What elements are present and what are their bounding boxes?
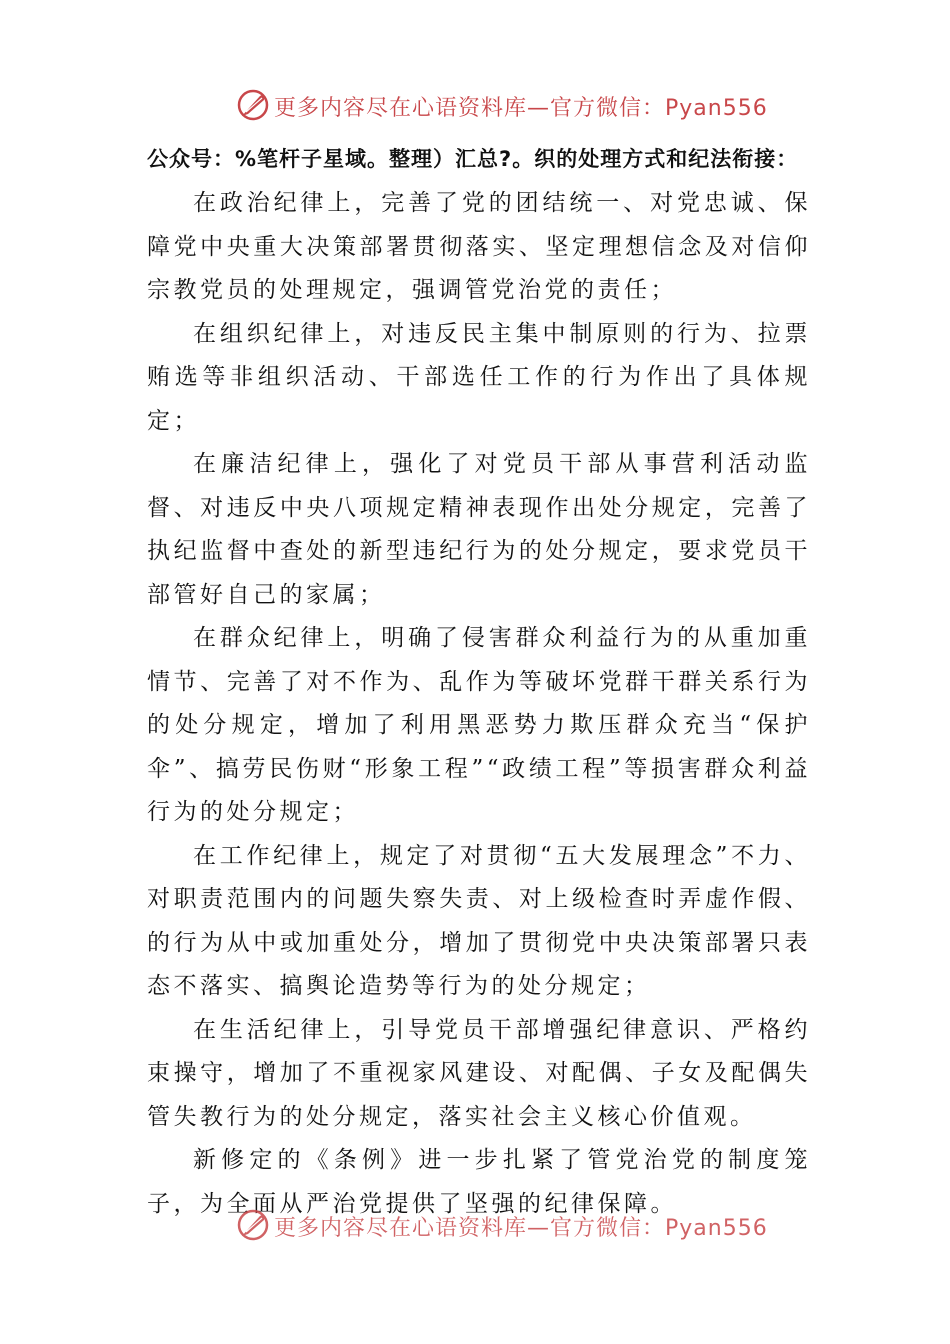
document-heading: 公众号：%笔杆子星域。整理）汇总?。织的处理方式和纪法衔接：	[147, 147, 799, 171]
paragraph-organizational-discipline: 在组织纪律上，对违反民主集中制原则的行为、拉票贿选等非组织活动、干部选任工作的行为作出了具体规定；	[147, 320, 811, 434]
paragraph-integrity-discipline: 在廉洁纪律上，强化了对党员干部从事营利活动监督、对违反中央八项规定精神表现作出处分规定，完善了执纪监督中查处的新型违纪行为的处分规定，要求党员干部管好自己的家属；	[147, 451, 811, 608]
watermark-text: 更多内容尽在心语资料库—官方微信：Pyan556	[274, 96, 768, 121]
paragraph-mass-discipline: 在群众纪律上，明确了侵害群众利益行为的从重加重情节、完善了对不作为、乱作为等破坏党群干群关系行为的处分规定，增加了利用黑恶势力欺压群众充当“保护伞”、搞劳民伤财“形象工程”“政绩工程”等损害群众利益行为的处分规定；	[147, 625, 811, 825]
paragraph-conclusion: 新修定的《条例》进一步扎紧了管党治党的制度笼子，为全面从严治党提供了坚强的纪律保障。	[147, 1147, 811, 1217]
paragraph-political-discipline: 在政治纪律上，完善了党的团结统一、对党忠诚、保障党中央重大决策部署贯彻落实、坚定理想信念及对信仰宗教党员的处理规定，强调管党治党的责任；	[147, 190, 811, 303]
footer-watermark	[0, 1206, 950, 1246]
quill-logo-icon	[236, 1208, 270, 1242]
watermark-text: 更多内容尽在心语资料库—官方微信：Pyan556	[274, 1216, 768, 1241]
quill-logo-icon	[236, 88, 270, 122]
header-watermark	[0, 86, 950, 126]
paragraph-work-discipline: 在工作纪律上，规定了对贯彻“五大发展理念”不力、对职责范围内的问题失察失责、对上级检查时弄虚作假、的行为从中或加重处分，增加了贯彻党中央决策部署只表态不落实、搞舆论造势等行为的处分规定；	[147, 842, 811, 999]
document-body	[147, 140, 811, 1226]
paragraph-life-discipline: 在生活纪律上，引导党员干部增强纪律意识、严格约束操守，增加了不重视家风建设、对配偶、子女及配偶失管失教行为的处分规定，落实社会主义核心价值观。	[147, 1016, 811, 1130]
